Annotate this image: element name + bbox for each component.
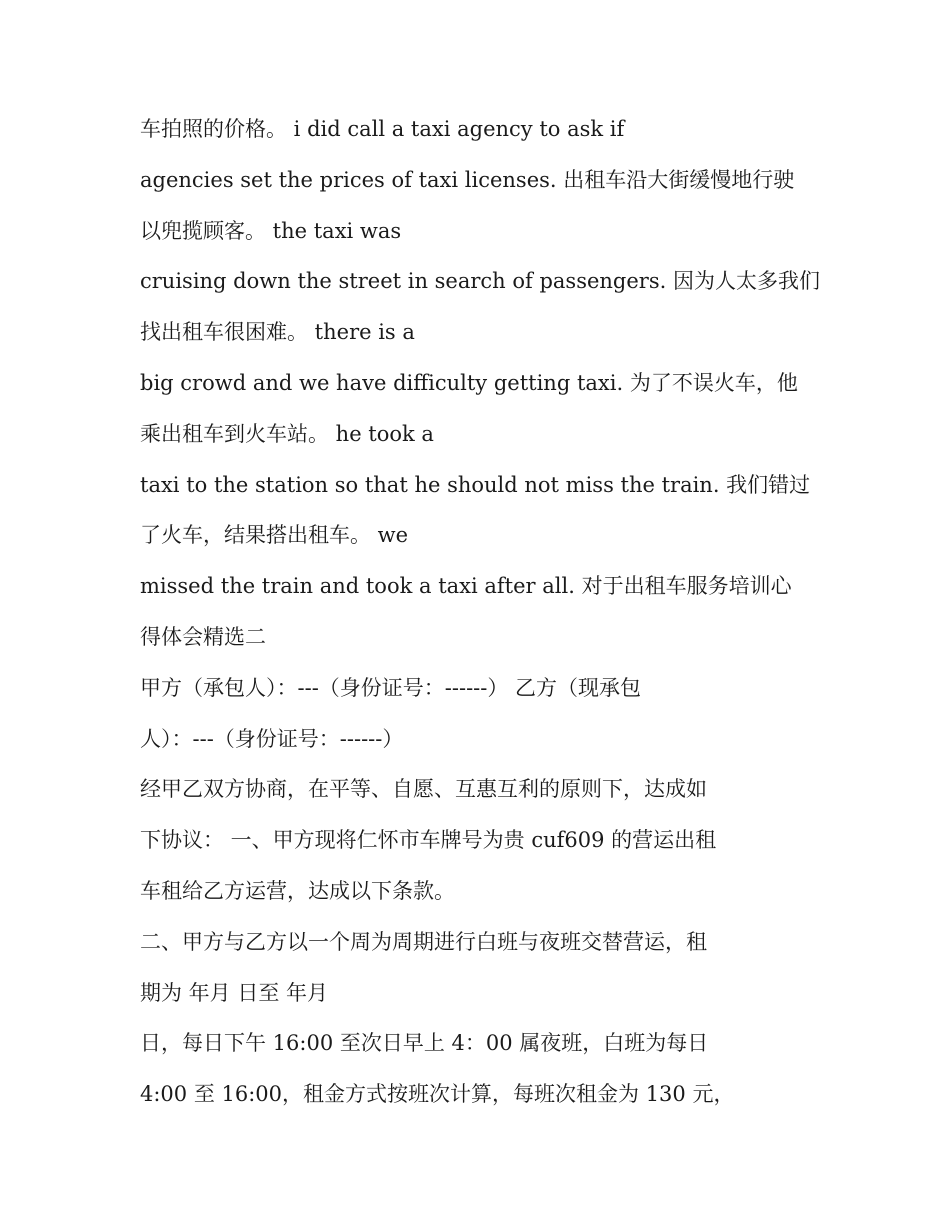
text-line: 人）：---（身份证号：------） bbox=[140, 726, 404, 751]
text-line: 得体会精选二 bbox=[140, 624, 266, 649]
text-line: 下协议： 一、甲方现将仁怀市车牌号为贵 cuf609 的营运出租 bbox=[140, 828, 717, 853]
text-line: 经甲乙双方协商，在平等、自愿、互惠互利的原则下，达成如 bbox=[140, 777, 707, 802]
text-line: 4:00 至 16:00，租金方式按班次计算，每班次租金为 130 元， bbox=[140, 1082, 735, 1107]
text-line: 日，每日下午 16:00 至次日早上 4：00 属夜班，白班为每日 bbox=[140, 1031, 709, 1056]
text-line: 乘出租车到火车站。 he took a bbox=[140, 421, 434, 446]
text-line: missed the train and took a taxi after all. 对于出租车服务培训心 bbox=[140, 574, 792, 599]
text-line: 了火车，结果搭出租车。 we bbox=[140, 523, 409, 548]
text-line: 二、甲方与乙方以一个周为周期进行白班与夜班交替营运，租 bbox=[140, 929, 707, 954]
text-line: taxi to the station so that he should not miss the train. 我们错过 bbox=[140, 472, 811, 497]
text-line: 车拍照的价格。 i did call a taxi agency to ask if bbox=[140, 117, 625, 141]
text-line: agencies set the prices of taxi licenses. 出租车沿大街缓慢地行驶 bbox=[140, 167, 795, 192]
document-body bbox=[140, 104, 830, 1120]
text-line: cruising down the street in search of passengers. 因为人太多我们 bbox=[140, 269, 820, 294]
text-line: 甲方（承包人）：---（身份证号：------） 乙方（现承包 bbox=[140, 675, 642, 700]
text-line: 以兜揽顾客。 the taxi was bbox=[140, 218, 402, 243]
text-line: 期为 年月 日至 年月 bbox=[140, 980, 329, 1005]
text-line: 车租给乙方运营，达成以下条款。 bbox=[140, 878, 455, 903]
text-line: 找出租车很困难。 there is a bbox=[140, 320, 415, 345]
text-line: big crowd and we have difficulty getting taxi. 为了不误火车，他 bbox=[140, 370, 798, 395]
